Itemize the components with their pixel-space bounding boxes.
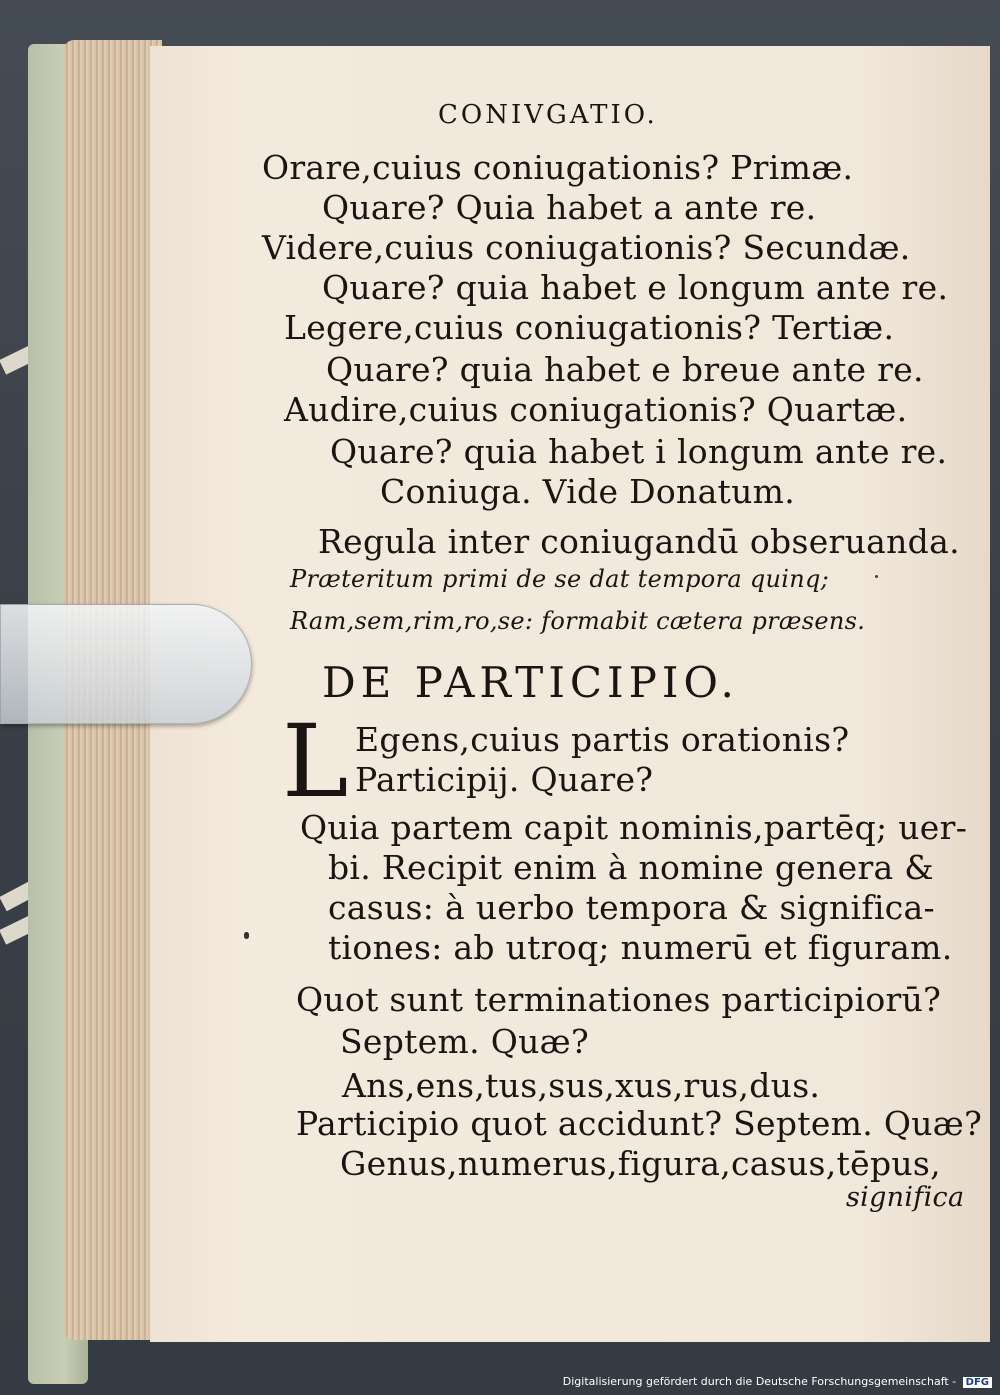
text-line: Regula inter coniugandū obseruanda. <box>318 522 960 561</box>
section-heading: DE PARTICIPIO. <box>322 658 739 707</box>
verse-line: Ram,sem,rim,ro,se: formabit cætera præsens. <box>290 607 866 635</box>
paragraph-line: tiones: ab utroq; numerū et figuram. <box>328 928 953 967</box>
text-line: Videre,cuius coniugationis? Secundæ. <box>262 228 911 267</box>
text-line: Orare,cuius coniugationis? Primæ. <box>262 148 854 187</box>
page-clamp <box>0 604 252 724</box>
paragraph-line: Participio quot accidunt? Septem. Quæ? <box>296 1104 983 1143</box>
credit-text: Digitalisierung gefördert durch die Deutsche Forschungsgemeinschaft - <box>562 1375 957 1388</box>
dfg-logo: DFG <box>963 1377 992 1388</box>
text-line: Audire,cuius coniugationis? Quartæ. <box>284 390 908 429</box>
text-line: Legere,cuius coniugationis? Tertiæ. <box>284 308 895 347</box>
text-line: Quare? quia habet i longum ante re. <box>330 432 948 471</box>
paragraph-line: Quot sunt terminationes participiorū? <box>296 980 942 1019</box>
ink-speck <box>875 575 878 578</box>
digitization-credit <box>563 1375 992 1388</box>
text-line: Quare? quia habet e longum ante re. <box>322 268 949 307</box>
paragraph-line: Egens,cuius partis orationis? <box>355 720 850 759</box>
text-line: Coniuga. Vide Donatum. <box>380 472 796 511</box>
drop-cap: L <box>282 703 349 820</box>
paragraph-line: bi. Recipit enim à nomine genera & <box>328 848 934 887</box>
paragraph-line: Genus,numerus,figura,casus,tēpus, <box>340 1144 941 1183</box>
ink-speck <box>244 932 249 939</box>
paragraph-line: Participij. Quare? <box>355 760 654 799</box>
catchword: significa <box>846 1182 965 1213</box>
paragraph-line: Septem. Quæ? <box>340 1022 589 1061</box>
paragraph-line: casus: à uerbo tempora & significa- <box>328 888 935 927</box>
text-line: Quare? quia habet e breue ante re. <box>326 350 924 389</box>
running-head: CONIVGATIO. <box>438 100 658 130</box>
paragraph-line: Ans,ens,tus,sus,xus,rus,dus. <box>342 1066 821 1105</box>
verse-line: Præteritum primi de se dat tempora quinq; <box>290 565 830 593</box>
paragraph-line: Quia partem capit nominis,partēq; uer- <box>300 808 968 847</box>
text-line: Quare? Quia habet a ante re. <box>322 188 817 227</box>
